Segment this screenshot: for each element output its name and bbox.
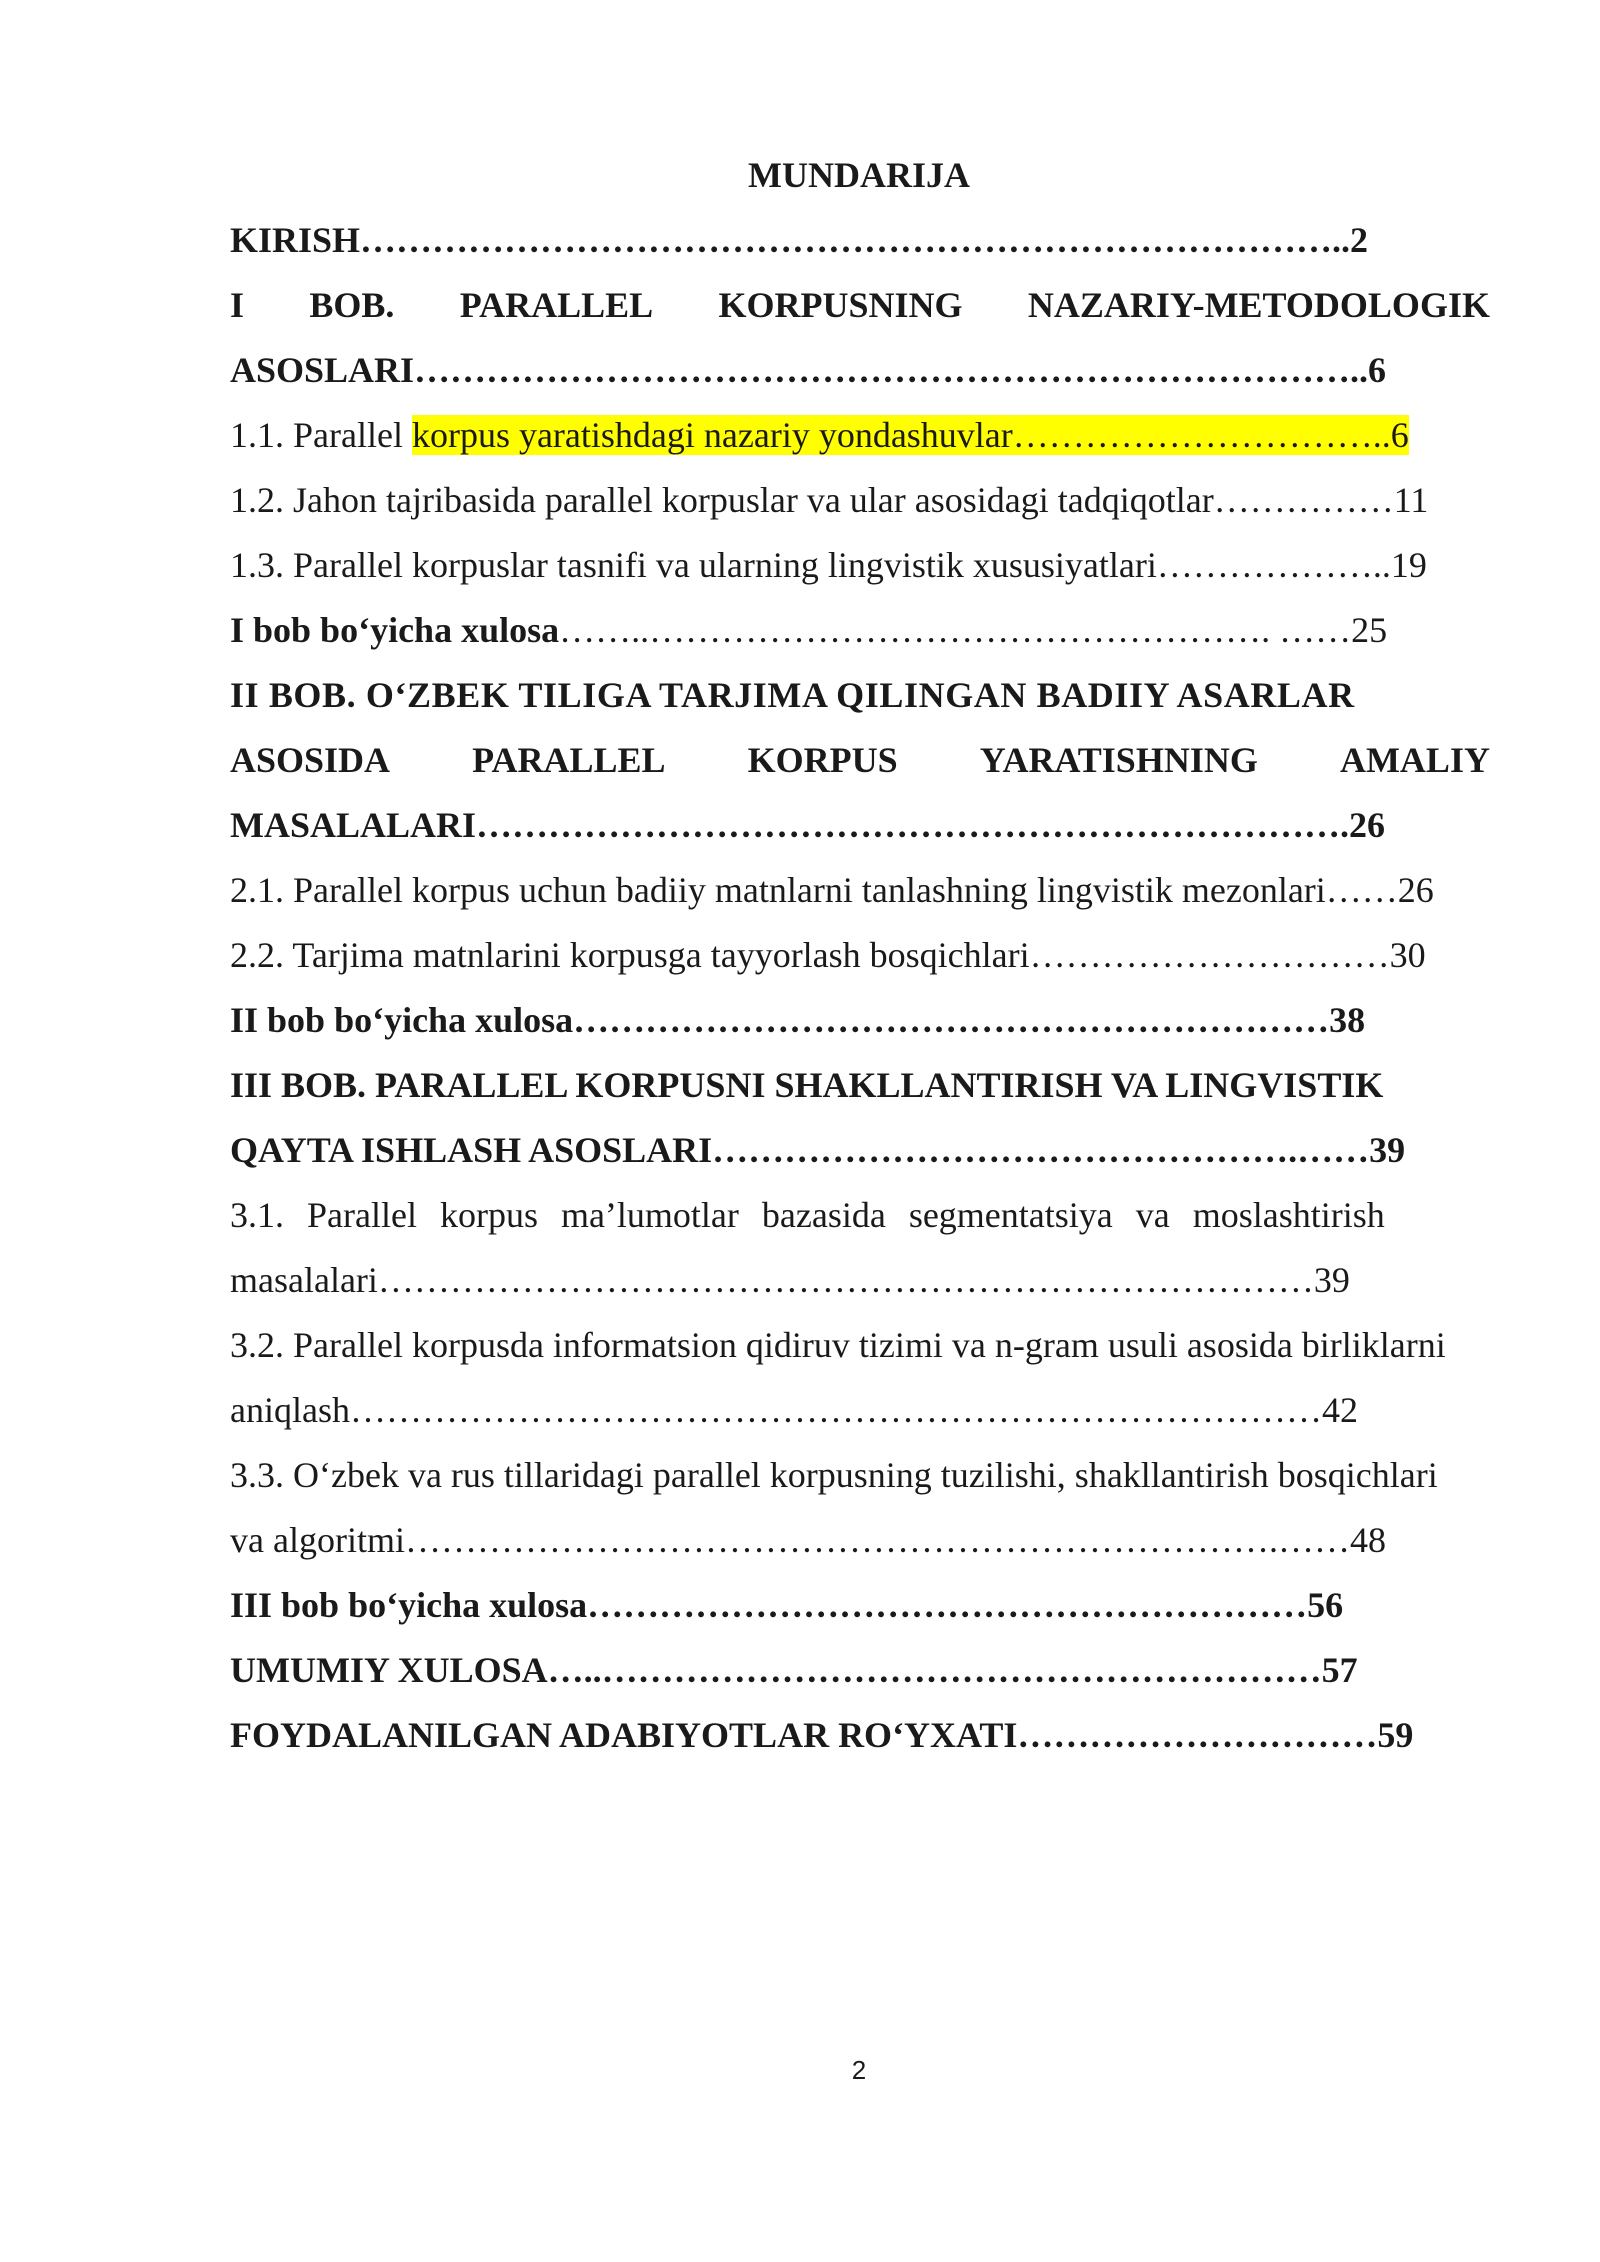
- table-of-contents: [230, 208, 1490, 1768]
- toc-entry-1-1: [230, 403, 1490, 468]
- toc-entry-bob3-line2: QAYTA ISHLASH ASOSLARI………………………………………….……39: [230, 1130, 1406, 1170]
- page-number: 2: [851, 2055, 867, 2085]
- toc-entry-umumiy-xulosa: UMUMIY XULOSA…..……………………………………………………57: [230, 1650, 1358, 1690]
- toc-entry-kirish: KIRISH………………………………………………………………………..2: [230, 220, 1369, 260]
- toc-word: KORPUS: [747, 740, 898, 780]
- toc-entry-bob1-line2: ASOSLARI……………………………………………………………………..6: [230, 350, 1387, 390]
- toc-entry-bob2-line1: II BOB. O‘ZBEK TILIGA TARJIMA QILINGAN BADIIY ASARLAR: [230, 675, 1355, 715]
- toc-entry-1-1-dots: …………………………..6: [1012, 415, 1409, 455]
- toc-entry-3-2-line1: 3.2. Parallel korpusda informatsion qidiruv tizimi va n-gram usuli asosida birliklarni: [230, 1325, 1446, 1365]
- toc-entry-3-1-line2: masalalari……………………………………………………………………39: [230, 1260, 1350, 1300]
- toc-entry-1-3: 1.3. Parallel korpuslar tasnifi va ularning lingvistik xususiyatlari………………..19: [230, 545, 1427, 585]
- toc-word: NAZARIY-METODOLOGIK: [1027, 285, 1490, 325]
- toc-word: KORPUSNING: [718, 285, 963, 325]
- toc-entry-bob3-line1: III BOB. PARALLEL KORPUSNI SHAKLLANTIRISH VA LINGVISTIK: [230, 1065, 1384, 1105]
- toc-word: ASOSIDA: [230, 740, 391, 780]
- toc-entry-1-1-prefix: 1.1. Parallel: [230, 415, 412, 455]
- toc-word: PARALLEL: [472, 740, 666, 780]
- toc-word: I: [230, 285, 245, 325]
- toc-word: YARATISHNING: [979, 740, 1258, 780]
- toc-entry-xulosa-2: II bob bo‘yicha xulosa………………………………………………………38: [230, 1000, 1366, 1040]
- toc-entry-xulosa-1-label: I bob bo‘yicha xulosa: [230, 610, 560, 650]
- toc-entry-1-1-highlight: korpus yaratishdagi nazariy yondashuvlar: [411, 415, 1013, 455]
- toc-entry-bob2-line3: MASALALARI……………………………………………………………….26: [230, 805, 1386, 845]
- toc-entry-3-2-line2: aniqlash………………………………………………………………………42: [230, 1390, 1358, 1430]
- toc-entry-3-3-line2: va algoritmi……………………………………………………………….……48: [230, 1520, 1386, 1560]
- toc-entry-2-2: 2.2. Tarjima matnlarini korpusga tayyorlash bosqichlari…………………………30: [230, 935, 1426, 975]
- toc-entry-xulosa-1-dots: ……..……………………………………………. ……25: [559, 610, 1388, 650]
- toc-entry-xulosa-1: [230, 598, 1490, 663]
- highlighted-text: [412, 415, 1409, 455]
- toc-entry-3-1-line1: 3.1. Parallel korpus ma’lumotlar bazasida segmentatsiya va moslashtirish: [230, 1195, 1385, 1235]
- toc-word: PARALLEL: [459, 285, 654, 325]
- toc-entry-2-1: 2.1. Parallel korpus uchun badiiy matnlarni tanlashning lingvistik mezonlari……26: [230, 870, 1434, 910]
- page-title: MUNDARIJA: [748, 155, 970, 195]
- toc-entry-adabiyotlar: FOYDALANILGAN ADABIYOTLAR RO‘YXATI…………………………59: [230, 1715, 1414, 1755]
- toc-entry-bob1-line1: [230, 273, 1490, 338]
- toc-word: BOB.: [309, 285, 395, 325]
- toc-entry-3-3-line1: 3.3. O‘zbek va rus tillaridagi parallel korpusning tuzilishi, shakllantirish bosqichlari: [230, 1455, 1438, 1495]
- toc-word: AMALIY: [1339, 740, 1490, 780]
- toc-entry-bob2-line2: [230, 728, 1490, 793]
- toc-entry-1-2: 1.2. Jahon tajribasida parallel korpuslar va ular asosidagi tadqiqotlar……………11: [230, 480, 1429, 520]
- toc-entry-xulosa-3: III bob bo‘yicha xulosa……………………………………………………56: [230, 1585, 1344, 1625]
